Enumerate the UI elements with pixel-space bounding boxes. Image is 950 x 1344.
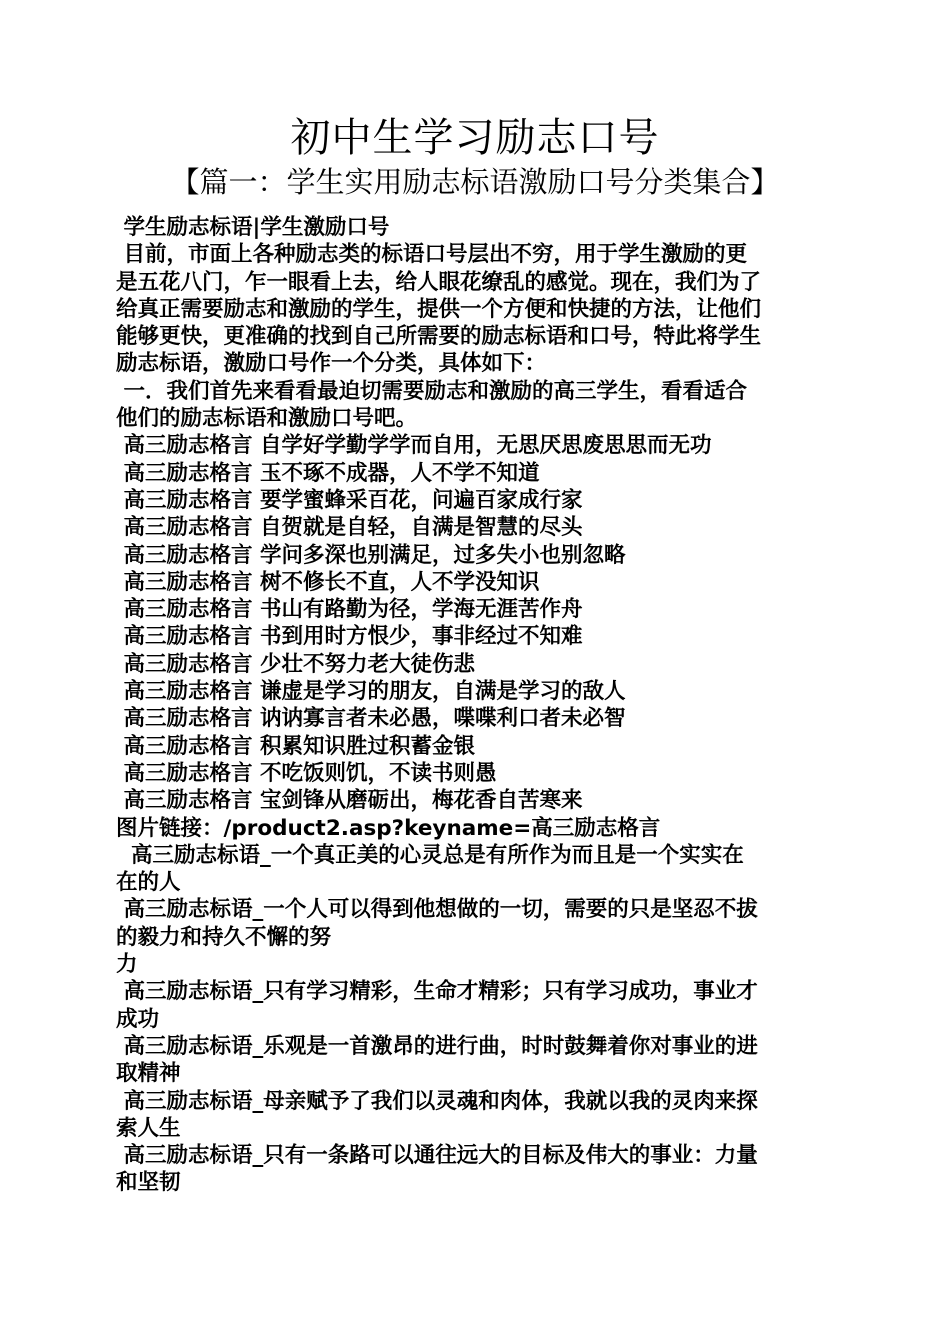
body-line: 高三励志格言 宝剑锋从磨砺出，梅花香自苦寒来	[116, 788, 583, 814]
body-line: 高三励志标语_只有一条路可以通往远大的目标及伟大的事业：力量	[116, 1143, 758, 1169]
body-line: 高三励志格言 积累知识胜过积蓄金银	[116, 733, 475, 759]
body-line: 是五花八门，乍一眼看上去，给人眼花缭乱的感觉。现在，我们为了	[116, 269, 762, 295]
body-line: 索人生	[116, 1115, 181, 1141]
body-line: 高三励志格言 书到用时方恨少，事非经过不知难	[116, 624, 583, 650]
document-subtitle: 【篇一：学生实用励志标语激励口号分类集合】	[170, 165, 780, 199]
body-line: 高三励志格言 学问多深也别满足，过多失小也别忽略	[116, 542, 626, 568]
document-body	[116, 214, 836, 1197]
body-line: 高三励志格言 少壮不努力老大徒伤悲	[116, 651, 475, 677]
body-line: 高三励志格言 玉不琢不成器，人不学不知道	[116, 460, 540, 486]
body-line: 高三励志格言 不吃饭则饥，不读书则愚	[116, 760, 497, 786]
body-line: 高三励志标语_母亲赋予了我们以灵魂和肉体，我就以我的灵肉来探	[116, 1088, 758, 1114]
body-line: 在的人	[116, 870, 181, 896]
body-line: 高三励志标语_乐观是一首激昂的进行曲，时时鼓舞着你对事业的进	[116, 1033, 758, 1059]
body-line: 的毅力和持久不懈的努	[116, 924, 332, 950]
body-line: 高三励志格言 自学好学勤学学而自用，无思厌思废思思而无功	[116, 433, 712, 459]
body-line: 目前，市面上各种励志类的标语口号层出不穷，用于学生激励的更	[116, 242, 747, 268]
body-line: 高三励志格言 自贺就是自轻，自满是智慧的尽头	[116, 515, 583, 541]
body-line: 学生励志标语|学生激励口号	[116, 215, 390, 240]
document-title: 初中生学习励志口号	[290, 115, 660, 161]
body-line: 高三励志标语_一个人可以得到他想做的一切，需要的只是坚忍不拔	[116, 897, 758, 923]
body-line: 高三励志标语_只有学习精彩，生命才精彩；只有学习成功，事业才	[116, 979, 758, 1005]
body-line: 高三励志格言 要学蜜蜂采百花，问遍百家成行家	[116, 487, 583, 513]
body-line: 高三励志格言 讷讷寡言者未必愚，喋喋利口者未必智	[116, 706, 626, 732]
body-line: 励志标语，激励口号作一个分类，具体如下：	[116, 351, 547, 377]
body-line: 高三励志格言 树不修长不直，人不学没知识	[116, 569, 540, 595]
body-line: 一．我们首先来看看最迫切需要励志和激励的高三学生，看看适合	[116, 378, 747, 404]
body-line: 图片链接：/product2.asp?keyname=高三励志格言	[116, 815, 661, 841]
body-line: 取精神	[116, 1061, 181, 1087]
body-line: 高三励志格言 谦虚是学习的朋友，自满是学习的敌人	[116, 679, 626, 705]
body-line: 他们的励志标语和激励口号吧。	[116, 406, 418, 432]
body-line: 高三励志格言 书山有路勤为径，学海无涯苦作舟	[116, 597, 583, 623]
body-line: 能够更快，更准确的找到自己所需要的励志标语和口号，特此将学生	[116, 324, 762, 350]
body-line: 力	[116, 952, 138, 978]
body-line: 成功	[116, 1006, 160, 1032]
body-line: 高三励志标语_一个真正美的心灵总是有所作为而且是一个实实在	[116, 842, 744, 868]
body-line: 和坚韧	[116, 1170, 181, 1196]
body-line: 给真正需要励志和激励的学生，提供一个方便和快捷的方法，让他们	[116, 296, 762, 322]
